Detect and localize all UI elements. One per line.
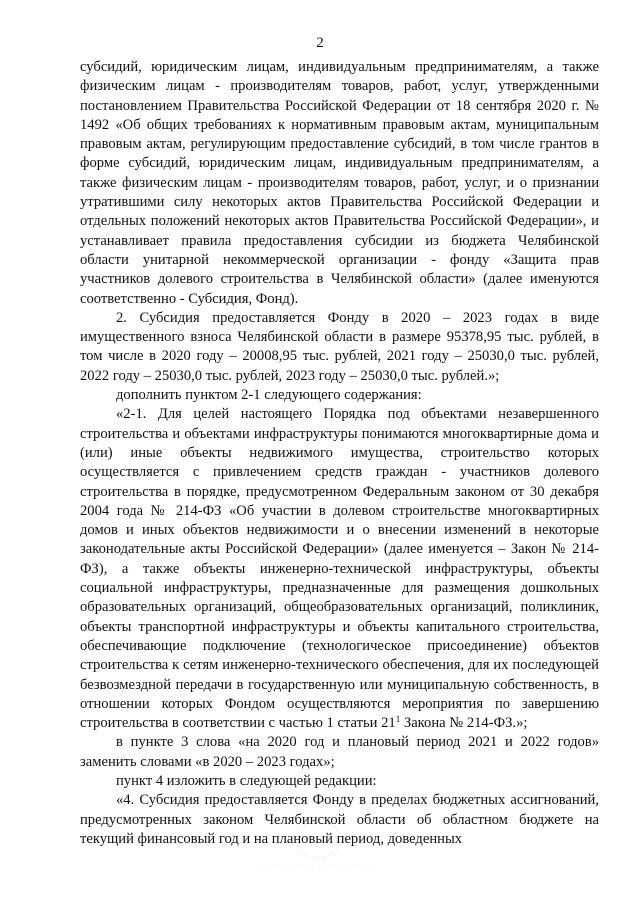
paragraph-add-2-1: дополнить пунктом 2-1 следующего содержания: [116, 387, 422, 404]
clause-2-1-ending: Закона № 214-ФЗ.»; [400, 715, 528, 732]
paragraph-item-3-change: в пункте 3 слова «на 2020 год и плановый период 2021 и 2022 годов» заменить словами «в 2020 – 2023 годах»; [80, 734, 599, 770]
paragraph-item-4-intro: пункт 4 изложить в следующей редакции: [116, 772, 377, 789]
document-body [80, 58, 599, 849]
page-number: 2 [316, 35, 324, 51]
paragraph-continuation: субсидий, юридическим лицам, индивидуальным предпринимателям, а также физическим лицам - производителям товаров, работ, услуг, утвержденными постановлением Правительства Российской Федерации от 18 сентября 2020 г. № 1492 «Об общих требованиях к нормативным правовым актам, муниципальным правовым актам, регулирующим предоставление субсидий, в том числе грантов в форме субсидий, юридическим лицам, индивидуальным предпринимателям, а также физическим лицам - производителям товаров, работ, услуг, и о признании утратившими силу некоторых актов Правительства Российской Федерации и отдельных положений некоторых актов Правительства Российской Федерации», и устанавливает правила предоставления субсидии из бюджета Челябинской области унитарной некоммерческой организации - фонду «Защита прав участников долевого строительства в Челябинской области» (далее именуются соответственно - Субсидия, Фонд). [80, 59, 599, 307]
paragraph-clause-2-1 [80, 405, 599, 733]
paragraph-item-2: 2. Субсидия предоставляется Фонду в 2020 – 2023 годах в виде имущественного взноса Челябинской области в размере 95378,95 тыс. рублей, в том числе в 2020 году – 20008,95 тыс. рублей, 2021 году – 25030,0 тыс. рублей, 2022 году – 25030,0 тыс. рублей, 2023 году – 25030,0 тыс. рублей.»; [80, 309, 599, 384]
clause-2-1-text: «2-1. Для целей настоящего Порядка под объектами незавершенного строительства и объектами инфраструктуры понимаются многоквартирные дома и (или) иные объекты недвижимого имущества, строительство которых осуществляется с привлечением средств граждан - участников долевого строительства в порядке, предусмотренном Федеральным законом от 30 декабря 2004 года № 214-ФЗ «Об участии в долевом строительстве многоквартирных домов и иных объектов недвижимости и о внесении изменений в некоторые законодательные акты Российской Федерации» (далее именуется – Закон № 214-ФЗ), а также объекты инженерно-технической инфраструктуры, объекты социальной инфраструктуры, предназначенные для размещения дошкольных образовательных организаций, общеобразовательных организаций, поликлиник, объекты транспортной инфраструктуры и объекты капитального строительства, обеспечивающие подключение (технологическое присоединение) объектов строительства к сетям инженерно-технического обеспечения, для их последующей безвозмездной передачи в государственную или муниципальную собственность, в отношении которых Фондом осуществляются мероприятия по завершению строительства в соответствии с частью 1 статьи 21 [80, 406, 599, 732]
article-superscript: 1 [395, 714, 401, 725]
paragraph-item-4: «4. Субсидия предоставляется Фонду в пределах бюджетных ассигнований, предусмотренных законом Челябинской области об областном бюджете на текущий финансовый год и на плановый период, доведенных [80, 792, 599, 847]
